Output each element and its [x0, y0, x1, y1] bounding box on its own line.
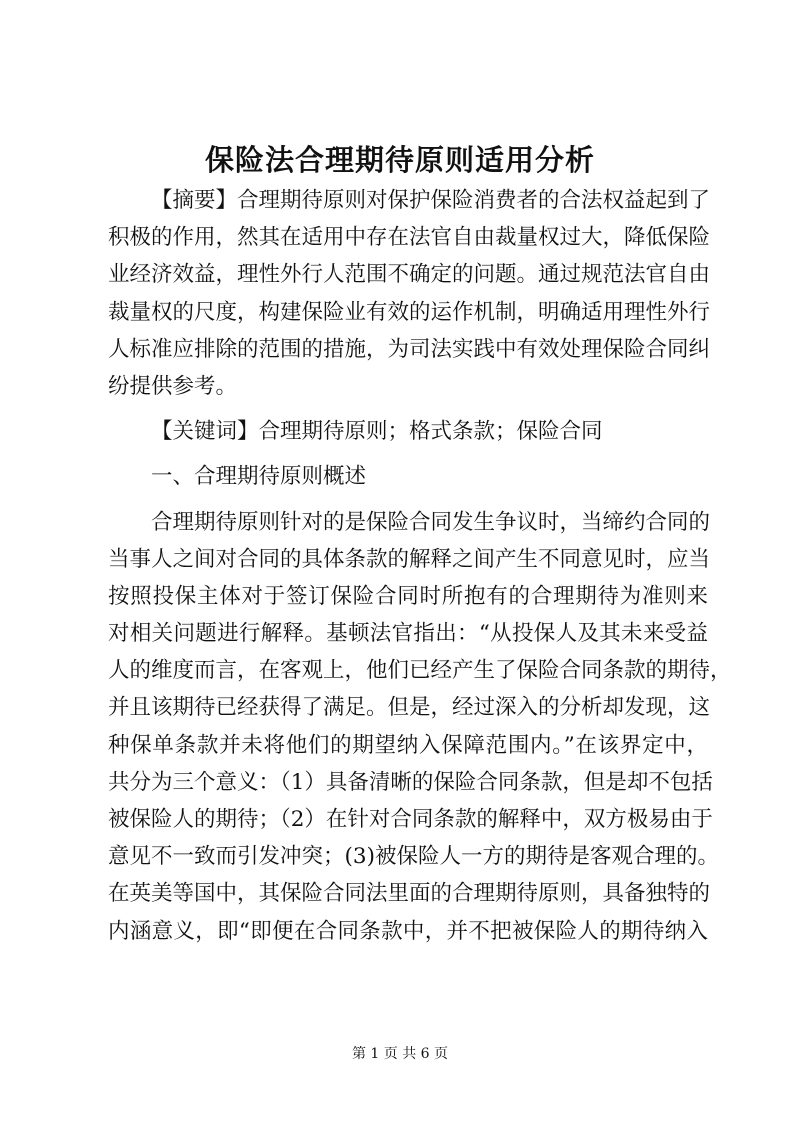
- document-title: 保险法合理期待原则适用分析: [204, 143, 595, 177]
- paragraph-gap: [108, 496, 708, 504]
- text-line: 共分为三个意义：（1）具备清晰的保险合同条款，但是却不包括: [108, 769, 713, 795]
- text-line: 人的维度而言，在客观上，他们已经产生了保险合同条款的期待，: [108, 658, 732, 684]
- text-line: 在英美等国中，其保险合同法里面的合理期待原则，具备独特的: [108, 881, 711, 907]
- text-line: 意见不一致而引发冲突；(3)被保险人一方的期待是客观合理的。: [108, 844, 719, 870]
- paragraph-gap: [108, 405, 708, 413]
- text-line: 积极的作用，然其在适用中存在法官自由裁量权过大，降低保险: [108, 225, 711, 251]
- text-line: 种保单条款并未将他们的期望纳入保障范围内。”在该界定中，: [108, 732, 708, 758]
- text-line: 人标准应排除的范围的措施，为司法实践中有效处理保险合同纠: [108, 336, 711, 362]
- document-body: [108, 182, 732, 950]
- text-line: 裁量权的尺度，构建保险业有效的运作机制，明确适用理性外行: [108, 299, 711, 325]
- text-line: 内涵意义，即“即便在合同条款中，并不把被保险人的期待纳入: [108, 918, 708, 944]
- text-line: 当事人之间对合同的具体条款的解释之间产生不同意见时，应当: [108, 546, 711, 572]
- text-line: 【摘要】合理期待原则对保护保险消费者的合法权益起到了: [151, 188, 711, 213]
- page-footer: 第 1 页 共 6 页: [351, 1046, 449, 1062]
- paragraph-gap: [108, 450, 708, 458]
- text-line: 纷提供参考。: [108, 373, 238, 399]
- text-line: 合理期待原则针对的是保险合同发生争议时，当缔约合同的: [151, 509, 711, 535]
- text-line: 按照投保主体对于签订保险合同时所抱有的合理期待为准则来: [108, 583, 708, 609]
- text-line: 被保险人的期待；（2）在针对合同条款的解释中，双方极易由于: [108, 807, 713, 832]
- text-line: 业经济效益，理性外行人范围不确定的问题。通过规范法官自由: [108, 262, 711, 288]
- text-line: 并且该期待已经获得了满足。但是，经过深入的分析却发现，这: [108, 695, 711, 721]
- text-line: 对相关问题进行解释。基顿法官指出：“从投保人及其未来受益: [108, 621, 708, 647]
- text-line: 一、合理期待原则概述: [151, 464, 367, 490]
- text-line: 【关键词】合理期待原则；格式条款；保险合同: [151, 419, 603, 445]
